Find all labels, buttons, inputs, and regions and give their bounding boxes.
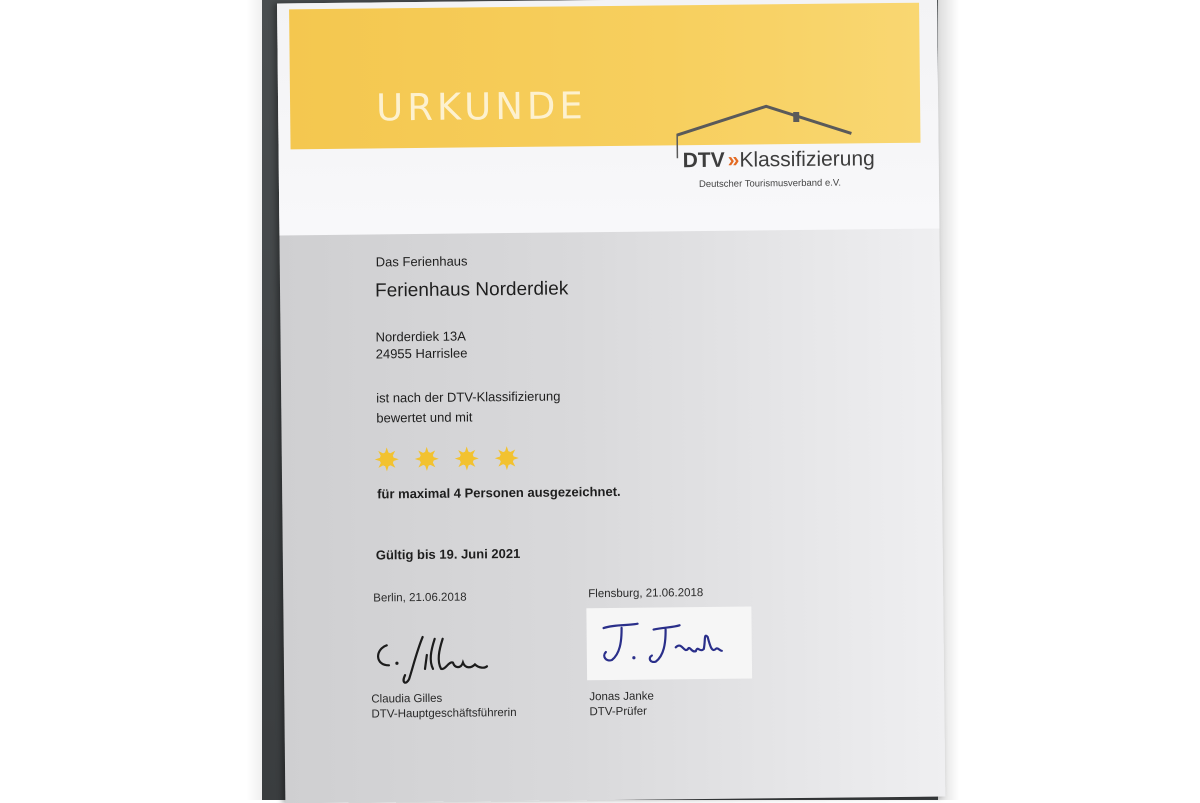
certificate-heading: URKUNDE <box>375 84 588 130</box>
intro-text: Das Ferienhaus <box>375 253 468 270</box>
signer-1-name: Claudia Gilles <box>371 692 443 706</box>
capacity-text: für maximal 4 Personen ausgezeichnet. <box>377 483 621 502</box>
logo-text <box>683 147 875 173</box>
address-city: 24955 Harrislee <box>375 345 468 362</box>
rating-line-1: ist nach der DTV-Klassifizierung <box>376 388 561 406</box>
logo-name: Klassifizierung <box>739 147 875 172</box>
property-name: Ferienhaus Norderdiek <box>374 278 569 302</box>
background-left <box>0 0 268 800</box>
star-icon <box>494 445 520 471</box>
signer-2-place-date: Flensburg, 21.06.2018 <box>588 587 704 601</box>
signer-2-title: DTV-Prüfer <box>589 705 648 719</box>
signer-2-name: Jonas Janke <box>589 690 654 704</box>
signer-1-block <box>371 691 516 723</box>
signer-1-place-date: Berlin, 21.06.2018 <box>373 591 467 605</box>
rating-text <box>376 387 561 429</box>
double-chevron-icon: » <box>727 148 736 172</box>
address-street: Norderdiek 13A <box>375 328 466 345</box>
star-icon <box>374 446 400 472</box>
star-icon <box>414 446 440 472</box>
signature-gilles <box>369 626 520 688</box>
star-rating <box>374 445 534 478</box>
background-right <box>938 0 1200 800</box>
certificate-paper <box>277 0 945 803</box>
address <box>375 327 467 362</box>
signer-2-block <box>589 690 654 721</box>
signature-janke <box>593 615 744 677</box>
star-icon <box>454 445 480 471</box>
logo-brand: DTV <box>682 148 725 173</box>
logo-subtitle: Deutscher Tourismusverband e.V. <box>698 177 842 191</box>
rating-line-2: bewertet und mit <box>376 409 473 426</box>
dtv-logo <box>676 101 907 203</box>
signer-1-title: DTV-Hauptgeschäftsführerin <box>371 706 517 721</box>
validity-text: Gültig bis 19. Juni 2021 <box>375 545 521 563</box>
